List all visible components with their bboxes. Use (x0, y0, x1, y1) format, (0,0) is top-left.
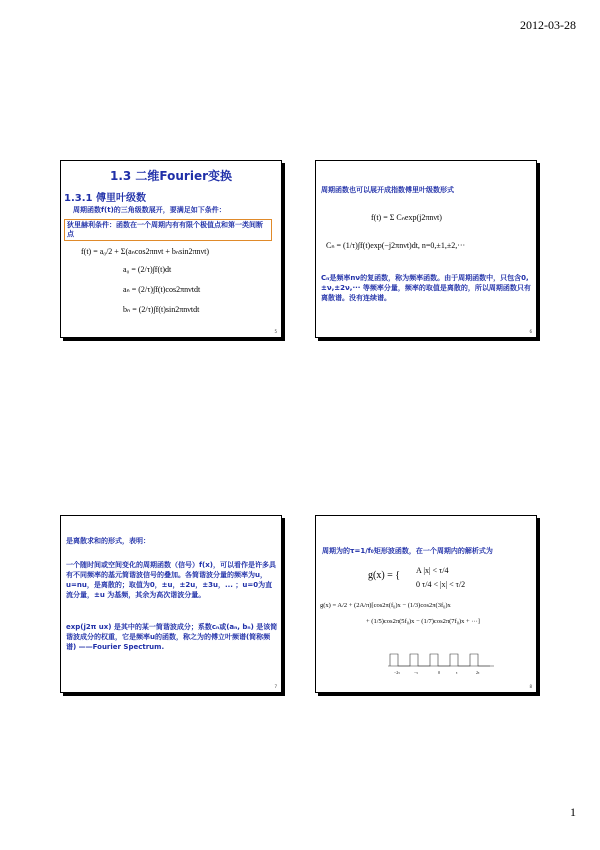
section-heading: 1.3.1 傅里叶级数 (64, 193, 146, 204)
piecewise-brace: g(x) = { (368, 570, 401, 581)
slide-number: 6 (529, 329, 532, 334)
paragraph-intro: 是离散求和的形式，表明： (66, 537, 150, 545)
paragraph-harmonics: 一个随时间或空间变化的周期函数（信号）f(x)，可以看作是许多具有不同频率的基元简谐波信号的叠加。各简谐波分量的频率为u，u=nu，是离散的；取值为0，±u，±2u，±3u，... ；u=0为直流分量，±u 为基频，其余为高次谐波分量。 (66, 561, 276, 599)
equation-fourier-series: f(t) = a₀/2 + Σ(aₙcos2πnνt + bₙsin2πnνt) (81, 247, 209, 256)
slide-number: 5 (274, 329, 277, 334)
tick-label: −τ (414, 670, 418, 675)
page-number: 1 (570, 805, 576, 819)
slide-1 (60, 160, 282, 338)
piecewise-bottom: 0 τ/4 < |x| < τ/2 (416, 580, 466, 589)
equation-bn: bₙ = (2/τ)∫f(t)sin2πnνtdt (123, 305, 200, 314)
equation-expansion-line2: + (1/5)cos2π(5f₀)x − (1/7)cos2π(7f₀)x + ···] (366, 618, 480, 625)
square-wave (390, 654, 490, 666)
equation-cn: Cₙ = (1/τ)∫f(t)exp(−j2πnνt)dt, n=0,±1,±2,··· (326, 241, 466, 250)
dirichlet-box: 狄里赫利条件：函数在一个周期内有有限个极值点和第一类间断点 (64, 219, 272, 241)
slide-4 (315, 515, 537, 693)
intro-text: 周期函数f(t)的三角级数展开，要满足如下条件： (73, 206, 226, 214)
explanation-text: Cₙ是频率nν的复函数，称为频率函数。由于周期函数中，只包含0,±ν,±2ν,··· 等频率分量，频率的取值是离散的，所以周期函数只有离散谱。没有连续谱。 (321, 274, 531, 302)
tick-label: 0 (438, 670, 440, 675)
square-wave-plot (386, 644, 496, 678)
equation-a0: a₀ = (2/τ)∫f(t)dt (123, 265, 172, 274)
date-header: 2012-03-28 (520, 18, 576, 32)
tick-label: 2τ (476, 670, 480, 675)
tick-label: τ (456, 670, 458, 675)
slide-2 (315, 160, 537, 338)
equation-expansion-line1: g(x) = A/2 + (2A/π)[cos2π(f₀)x − (1/3)cos2π(3f₀)x (320, 602, 451, 609)
slide-3 (60, 515, 282, 693)
piecewise-top: A |x| < τ/4 (416, 566, 449, 575)
slide-heading: 周期为的τ=1/f₀矩形波函数，在一个周期内的解析式为 (322, 547, 493, 555)
slide-heading: 周期函数也可以展开成指数傅里叶级数形式 (321, 186, 454, 194)
slide-title: 1.3 二维Fourier变换 (109, 169, 233, 183)
paragraph-spectrum: exp(j2π ux) 是其中的某一简谐波成分；系数cₙ或(aₙ, bₙ) 是该简谐波成分的权重，它是频率u的函数，称之为的傅立叶频谱(简称频谱) ——Fourier Spectrum. (66, 623, 278, 651)
equation-an: aₙ = (2/τ)∫f(t)cos2πnνtdt (123, 285, 201, 294)
tick-label: −2τ (394, 670, 400, 675)
equation-exp-series: f(t) = Σ Cₙexp(j2πnνt) (371, 213, 442, 222)
slide-number: 8 (529, 684, 532, 689)
slide-number: 7 (274, 684, 277, 689)
